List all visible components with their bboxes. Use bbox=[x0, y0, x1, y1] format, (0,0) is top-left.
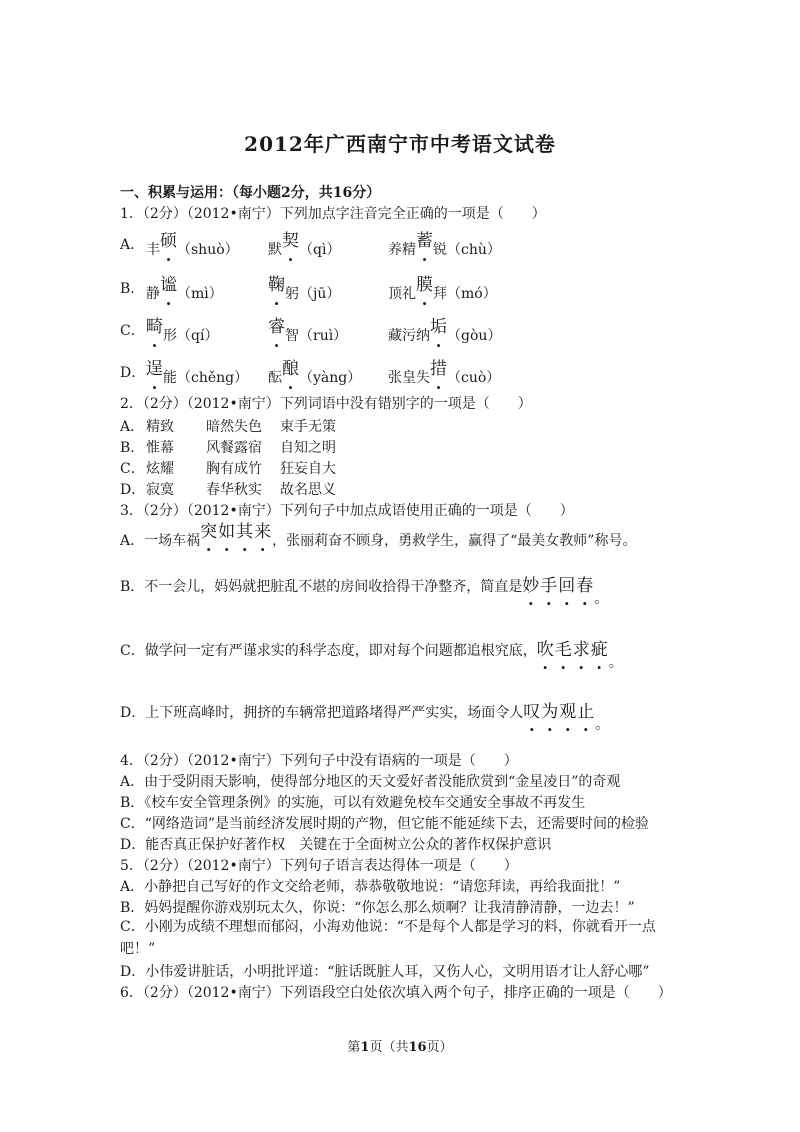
text: 养精 bbox=[388, 242, 416, 258]
q3-option-b bbox=[120, 576, 609, 607]
dotted-char: 叹 bbox=[523, 702, 541, 722]
pinyin: （gòu） bbox=[447, 328, 502, 344]
text: ，张丽莉奋不顾身，勇救学生，赢得了“最美女教师”称号。 bbox=[272, 533, 637, 549]
q1-option-d bbox=[120, 359, 720, 386]
q5-option-a: A．小静把自己写好的作文交给老师，恭恭敬敬地说：“请您拜读，再给我面批！” bbox=[120, 879, 621, 895]
word: 自知之明 bbox=[280, 440, 336, 456]
dotted-char: 求 bbox=[572, 640, 590, 660]
pinyin: 形（qí） bbox=[163, 328, 219, 344]
dotted-char: 止 bbox=[577, 702, 595, 722]
q3-stem: 3．（2分）（2012•南宁）下列句子中加点成语使用正确的一项是（ ） bbox=[120, 503, 574, 519]
dotted-char: 突 bbox=[200, 522, 218, 542]
q4-option-c: C．“网络造词”是当前经济发展时期的产物，但它能不能延续下去，还需要时间的检验 bbox=[120, 816, 650, 832]
word: 狂妄自大 bbox=[280, 461, 336, 477]
dotted-char: 毛 bbox=[554, 640, 572, 660]
page-title: 2012年广西南宁市中考语文试卷 bbox=[244, 132, 556, 156]
dotted-char: 手 bbox=[540, 576, 558, 596]
dotted-char: 垢 bbox=[430, 317, 447, 337]
word: 束手无策 bbox=[280, 419, 336, 435]
q5-option-c: C．小刚为成绩不理想而郁闷，小海劝他说：“不是每个人都是学习的料，你就看开一点吧！” bbox=[120, 919, 656, 957]
dotted-char: 畸 bbox=[146, 317, 163, 337]
dotted-char: 如 bbox=[218, 522, 236, 542]
word: 暗然失色 bbox=[206, 419, 262, 435]
option-label: B． bbox=[120, 281, 145, 297]
word: 风餐露宿 bbox=[206, 440, 262, 456]
dotted-char: 契 bbox=[282, 231, 299, 251]
option-label: A． bbox=[120, 237, 145, 253]
dotted-char: 蓄 bbox=[416, 231, 433, 251]
word: 故名思义 bbox=[280, 482, 336, 498]
dotted-char: 睿 bbox=[268, 317, 285, 337]
text: 静 bbox=[146, 286, 160, 302]
dotted-char: 回 bbox=[558, 576, 576, 596]
q1-option-a bbox=[120, 231, 720, 258]
text: 丰 bbox=[146, 242, 160, 258]
q1-option-b bbox=[120, 275, 720, 302]
option-label: B． bbox=[120, 440, 145, 456]
total-pages: 16 bbox=[408, 1040, 427, 1055]
pinyin: 拜（mó） bbox=[433, 286, 497, 302]
q1-option-c bbox=[120, 317, 720, 344]
dotted-char: 谧 bbox=[160, 275, 177, 295]
dotted-char: 疵 bbox=[590, 640, 608, 660]
pinyin: 躬（jū） bbox=[285, 286, 341, 302]
q3-option-c bbox=[120, 640, 623, 671]
word: 春华秋实 bbox=[206, 482, 262, 498]
text: 顶礼 bbox=[388, 286, 416, 302]
text: 酝 bbox=[268, 370, 282, 386]
q3-option-d bbox=[120, 702, 610, 733]
pinyin: 智（ruì） bbox=[285, 328, 348, 344]
dotted-char: 春 bbox=[576, 576, 594, 596]
pinyin: （cuò） bbox=[447, 370, 501, 386]
dotted-idiom bbox=[523, 702, 595, 722]
dotted-char: 酿 bbox=[282, 359, 299, 379]
word: 精致 bbox=[146, 419, 174, 435]
pinyin: 锐（chù） bbox=[433, 242, 501, 258]
text: 。 bbox=[595, 717, 610, 733]
q2-option bbox=[120, 479, 720, 503]
q4-option-d: D．能否真正保护好著作权 关键在于全面树立公众的著作权保护意识 bbox=[120, 837, 552, 853]
text: 第 bbox=[347, 1040, 361, 1055]
pinyin: （yàng） bbox=[299, 370, 362, 386]
text: 。 bbox=[594, 591, 609, 607]
option-label: C． bbox=[120, 323, 145, 339]
q5-stem: 5．（2分）（2012•南宁）下列句子语言表达得体一项是（ ） bbox=[120, 858, 518, 874]
word: 惟幕 bbox=[146, 440, 174, 456]
option-label: D． bbox=[120, 482, 146, 498]
option-label: D． bbox=[120, 365, 146, 381]
dotted-char: 逞 bbox=[146, 359, 163, 379]
text: A．一场车祸 bbox=[120, 533, 201, 549]
dotted-char: 吹 bbox=[536, 640, 554, 660]
text: 页（共 bbox=[369, 1040, 409, 1055]
text: C．做学问一定有严谨求实的科学态度，即对每个问题都追根究底， bbox=[120, 643, 537, 659]
dotted-char: 妙 bbox=[522, 576, 540, 596]
q6-stem: 6．（2分）（2012•南宁）下列语段空白处依次填入两个句子，排序正确的一项是（ ） bbox=[120, 985, 672, 1001]
pinyin: （mì） bbox=[177, 286, 223, 302]
word: 寂寞 bbox=[146, 482, 174, 498]
text: 默 bbox=[268, 242, 282, 258]
q5-option-d: D．小伟爱讲脏话，小明批评道：“脏话既脏人耳，又伤人心，文明用语才让人舒心哪” bbox=[120, 964, 650, 980]
text: 页） bbox=[426, 1040, 453, 1055]
word: 胸有成竹 bbox=[206, 461, 262, 477]
dotted-char: 观 bbox=[559, 702, 577, 722]
pinyin: （shuò） bbox=[177, 242, 239, 258]
q5-option-b: B．妈妈提醒你游戏别玩太久，你说：“你怎么那么烦啊？让我清静清静，一边去！” bbox=[120, 900, 635, 916]
q4-option-a: A．由于受阴雨天影响，使得部分地区的天文爱好者没能欣赏到“金星凌日”的奇观 bbox=[120, 774, 621, 790]
section-heading: 一、积累与运用：（每小题2分，共16分） bbox=[120, 185, 381, 201]
dotted-char: 为 bbox=[541, 702, 559, 722]
option-label: A． bbox=[120, 419, 145, 435]
page-number: 1 bbox=[360, 1040, 370, 1055]
dotted-idiom bbox=[522, 576, 594, 596]
dotted-char: 措 bbox=[430, 359, 447, 379]
text: B．不一会儿，妈妈就把脏乱不堪的房间收拾得干净整齐，简直是 bbox=[120, 579, 523, 595]
text: 张皇失 bbox=[388, 370, 430, 386]
dotted-char: 鞠 bbox=[268, 275, 285, 295]
text: D．上下班高峰时，拥挤的车辆常把道路堵得严严实实，场面令人 bbox=[120, 705, 524, 721]
dotted-idiom bbox=[200, 522, 272, 542]
q4-stem: 4．（2分）（2012•南宁）下列句子中没有语病的一项是（ ） bbox=[120, 753, 518, 769]
pinyin: 能（chěng） bbox=[163, 370, 249, 386]
dotted-char: 来 bbox=[254, 522, 272, 542]
q2-stem: 2．（2分）（2012•南宁）下列词语中没有错别字的一项是（ ） bbox=[120, 396, 532, 412]
option-label: C． bbox=[120, 461, 145, 477]
dotted-char: 其 bbox=[236, 522, 254, 542]
text: 藏污纳 bbox=[388, 328, 430, 344]
word: 炫耀 bbox=[146, 461, 174, 477]
text: 。 bbox=[608, 655, 623, 671]
page-footer bbox=[0, 1036, 800, 1055]
q3-option-a bbox=[120, 522, 637, 551]
q4-option-b: B．《校车安全管理条例》的实施，可以有效避免校车交通安全事故不再发生 bbox=[120, 795, 586, 811]
dotted-char: 膜 bbox=[416, 275, 433, 295]
pinyin: （qì） bbox=[299, 242, 341, 258]
dotted-char: 硕 bbox=[160, 231, 177, 251]
dotted-idiom bbox=[537, 640, 609, 660]
q1-stem: 1．（2分）（2012•南宁）下列加点字注音完全正确的一项是（ ） bbox=[120, 206, 546, 222]
